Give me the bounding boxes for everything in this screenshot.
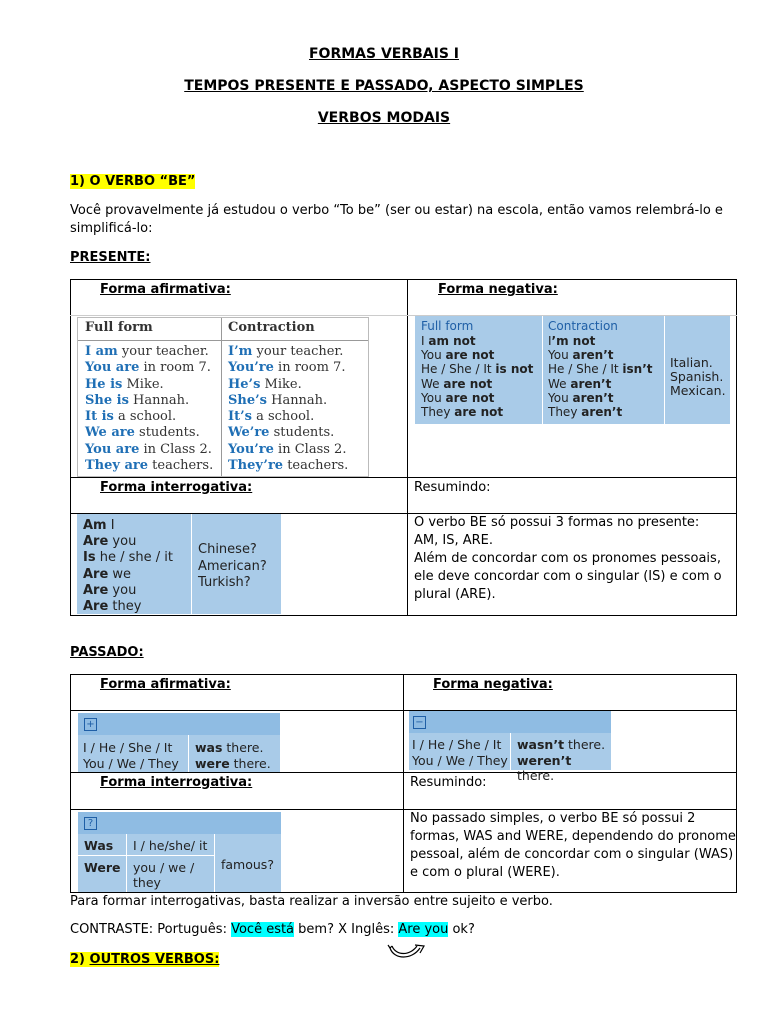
contraste-prefix: CONTRASTE: Português: <box>70 922 232 937</box>
doc-subtitle-2: VERBOS MODAIS <box>317 110 451 126</box>
complement: Hannah. <box>266 392 328 408</box>
col-header: Contraction <box>548 319 618 333</box>
verb-form: Are <box>83 599 109 615</box>
complement: teachers. <box>148 458 214 474</box>
verb-form: You’re <box>228 360 274 376</box>
contraste-end: ok? <box>448 922 475 937</box>
verb-form: Is <box>83 550 96 566</box>
table-row <box>228 442 368 458</box>
resumo-line: e com o plural (WERE). <box>410 865 560 880</box>
passado-interrogativa-label: Forma interrogativa: <box>100 775 253 790</box>
doc-title: FORMAS VERBAIS I <box>308 46 460 62</box>
table-row <box>83 518 173 534</box>
table-row <box>85 425 225 441</box>
table-row <box>228 360 368 376</box>
table-row <box>421 362 533 376</box>
table-row <box>421 348 533 362</box>
subject: We <box>548 376 571 391</box>
table-row <box>83 583 173 599</box>
subject: you / we / <box>133 860 195 875</box>
table-row <box>421 405 533 419</box>
section-2-number: 2) <box>70 952 90 967</box>
table-row <box>228 458 368 474</box>
verb-form: aren’t <box>572 390 614 405</box>
verb-form: Are <box>83 582 109 598</box>
complement: there. <box>564 737 606 752</box>
section-2-title: OUTROS VERBOS: <box>89 952 220 967</box>
table-row <box>548 377 653 391</box>
col-header: Full form <box>85 320 153 335</box>
subject: I <box>548 334 552 348</box>
subject: You <box>548 390 573 405</box>
section-1-heading: 1) O VERBO “BE” <box>70 174 196 189</box>
resumo-line: O verbo BE só possui 3 formas no presente: <box>414 515 700 530</box>
passado-label: PASSADO: <box>70 645 144 660</box>
subject: I / He / She / It <box>83 740 173 755</box>
subject: You <box>421 390 446 405</box>
subject: you <box>108 582 137 598</box>
complement: in room 7. <box>273 360 346 376</box>
inversao-text: Para formar interrogativas, basta realizar a inversão entre sujeito e verbo. <box>70 894 553 909</box>
complement: Mike. <box>260 376 302 392</box>
verb-form: are not <box>445 390 495 405</box>
table-row <box>421 391 533 405</box>
affirmative-image <box>77 317 369 477</box>
verb-form: aren’t <box>570 376 612 391</box>
table-row <box>548 362 653 376</box>
doc-subtitle: TEMPOS PRESENTE E PASSADO, ASPECTO SIMPLES <box>184 78 584 94</box>
subject: I <box>106 518 115 533</box>
passado-resumindo-label: Resumindo: <box>410 775 487 790</box>
table-row <box>548 405 653 419</box>
complement: there. <box>229 755 271 771</box>
subject: You <box>421 348 446 363</box>
verb-form: You are <box>85 360 140 376</box>
question-icon: ? <box>84 817 97 830</box>
complement: in Class 2. <box>273 441 347 457</box>
question-side <box>198 542 267 592</box>
subject: he / she / it <box>95 550 173 566</box>
table-row <box>85 409 225 425</box>
table-row <box>85 377 225 393</box>
verb-form: You are <box>85 441 140 457</box>
nationality: Turkish? <box>198 575 251 590</box>
subject: I / He / She / It <box>412 737 502 752</box>
verb: Were <box>84 860 121 875</box>
contraste-line <box>70 921 475 939</box>
verb-form: are not <box>454 405 504 420</box>
passado-resumo <box>410 810 736 882</box>
table-row <box>228 393 368 409</box>
table-row <box>85 360 225 376</box>
table-row <box>228 425 368 441</box>
subject: they <box>108 599 142 615</box>
resumo-line: formas, WAS and WERE, dependendo do pronome <box>410 829 736 844</box>
presente-afirmativa-label: Forma afirmativa: <box>100 282 231 297</box>
intro-line-1: Você provavelmente já estudou o verbo “To be” (ser ou estar) na escola, então vamos relembrá-lo e <box>70 203 723 218</box>
complement: students. <box>269 425 335 441</box>
negative-image <box>415 316 730 424</box>
presente-label: PRESENTE: <box>70 250 151 265</box>
verb-form: We’re <box>228 425 270 441</box>
verb-form: are not <box>443 376 493 391</box>
complement: students. <box>134 425 200 441</box>
verb-form: ’m not <box>551 334 596 348</box>
plus-icon: + <box>84 718 97 731</box>
resumo-line: No passado simples, o verbo BE só possui 2 <box>410 811 696 826</box>
table-row <box>228 409 368 425</box>
nationality: Spanish. <box>670 369 724 385</box>
verb-form: am not <box>428 334 476 348</box>
table-row <box>228 377 368 393</box>
table-row <box>85 442 225 458</box>
table-row <box>85 393 225 409</box>
verb-form: Are <box>83 534 109 550</box>
verb: Was <box>84 838 114 853</box>
complement: Hannah. <box>128 392 190 408</box>
complement: Mike. <box>122 376 164 392</box>
table-row <box>421 334 533 348</box>
complement: your teacher. <box>252 344 344 359</box>
verb-form: I am <box>85 344 118 359</box>
verb-form: is not <box>495 362 534 377</box>
table-row <box>85 344 225 360</box>
subject: They <box>548 405 582 420</box>
past-question-image <box>78 812 281 892</box>
contraste-en: Are you <box>398 922 449 937</box>
verb: was <box>195 740 223 755</box>
subject: They <box>421 405 455 420</box>
table-row <box>421 377 533 391</box>
subject: we <box>108 566 132 582</box>
complement: your teacher. <box>117 344 209 359</box>
passado-afirmativa-label: Forma afirmativa: <box>100 677 231 692</box>
table-row <box>548 348 653 362</box>
complement: in room 7. <box>139 360 211 376</box>
intro-line-2: simplificá-lo: <box>70 221 153 236</box>
verb-form: are not <box>445 348 495 363</box>
section-2-heading <box>70 952 219 967</box>
contraste-pt: Você está <box>231 922 295 937</box>
nationality: American? <box>198 558 267 574</box>
complement: there. <box>222 740 264 755</box>
verb: were <box>195 755 230 771</box>
table-row <box>548 334 653 348</box>
verb-form: I’m <box>228 344 253 359</box>
complement: in Class 2. <box>139 441 212 457</box>
col-header: Full form <box>421 319 474 333</box>
verb: wasn’t <box>517 737 565 752</box>
verb-phrase <box>517 753 611 784</box>
presente-interrogativa-label: Forma interrogativa: <box>100 480 253 495</box>
curved-arrow-icon <box>386 942 428 962</box>
presente-resumindo-label: Resumindo: <box>414 480 491 495</box>
resumo-line: pessoal, além de concordar com o singular (WAS) <box>410 847 734 862</box>
verb-form: Am <box>83 518 107 533</box>
question-image <box>77 514 281 614</box>
verb-phrase <box>195 756 271 772</box>
subject: We <box>421 376 444 391</box>
subject: You / We / They <box>83 755 179 771</box>
past-affirmative-image <box>78 713 280 772</box>
resumo-line: AM, IS, ARE. <box>414 533 493 548</box>
verb-form: She’s <box>228 392 267 408</box>
subject: I / he/she/ it <box>133 838 208 853</box>
nationality: Italian. <box>670 355 713 370</box>
verb-form: aren’t <box>572 348 614 363</box>
subject: they <box>133 875 161 890</box>
verb-form: He’s <box>228 376 261 392</box>
presente-resumo <box>414 514 722 604</box>
table-row <box>85 458 225 474</box>
verb-form: It’s <box>228 409 252 425</box>
verb-form: He is <box>85 376 123 392</box>
subject: you <box>108 534 137 550</box>
verb-form: Are <box>83 566 109 582</box>
verb-form: They’re <box>228 458 284 474</box>
nationality: Chinese? <box>198 542 257 557</box>
table-row <box>83 534 173 550</box>
verb-form: They are <box>85 458 149 474</box>
verb-form: isn’t <box>622 362 653 377</box>
complement: a school. <box>113 409 177 425</box>
subject: You <box>548 348 573 363</box>
complement: teachers. <box>283 458 349 474</box>
resumo-line: ele deve concordar com o singular (IS) e com o <box>414 569 722 584</box>
col-header: Contraction <box>228 320 315 335</box>
passado-negativa-label: Forma negativa: <box>433 677 553 692</box>
table-row <box>83 550 173 566</box>
nationality: Mexican. <box>670 383 726 399</box>
table-row <box>83 599 173 615</box>
verb-form: She is <box>85 392 129 408</box>
contraste-mid: bem? X Inglês: <box>294 922 399 937</box>
verb-form: You’re <box>228 441 274 457</box>
subject: He / She / It <box>421 362 496 377</box>
complement: there. <box>517 768 555 783</box>
verb-form: We are <box>85 425 135 441</box>
subject: I <box>421 334 429 348</box>
resumo-line: Além de concordar com os pronomes pessoais, <box>414 551 721 566</box>
table-row <box>228 344 368 360</box>
subject: He / She / It <box>548 362 623 377</box>
verb: weren’t <box>517 752 572 768</box>
verb-phrase <box>195 740 271 756</box>
verb-form: It is <box>85 409 114 425</box>
complement: famous? <box>221 857 274 872</box>
nationality-list <box>670 356 726 399</box>
table-row <box>83 567 173 583</box>
verb-form: aren’t <box>581 405 623 420</box>
minus-icon: − <box>413 716 426 729</box>
complement: a school. <box>251 409 315 425</box>
presente-negativa-label: Forma negativa: <box>438 282 558 297</box>
verb-phrase <box>517 737 611 753</box>
table-row <box>548 391 653 405</box>
resumo-line: plural (ARE). <box>414 587 496 602</box>
subject: You / We / They <box>412 752 508 768</box>
